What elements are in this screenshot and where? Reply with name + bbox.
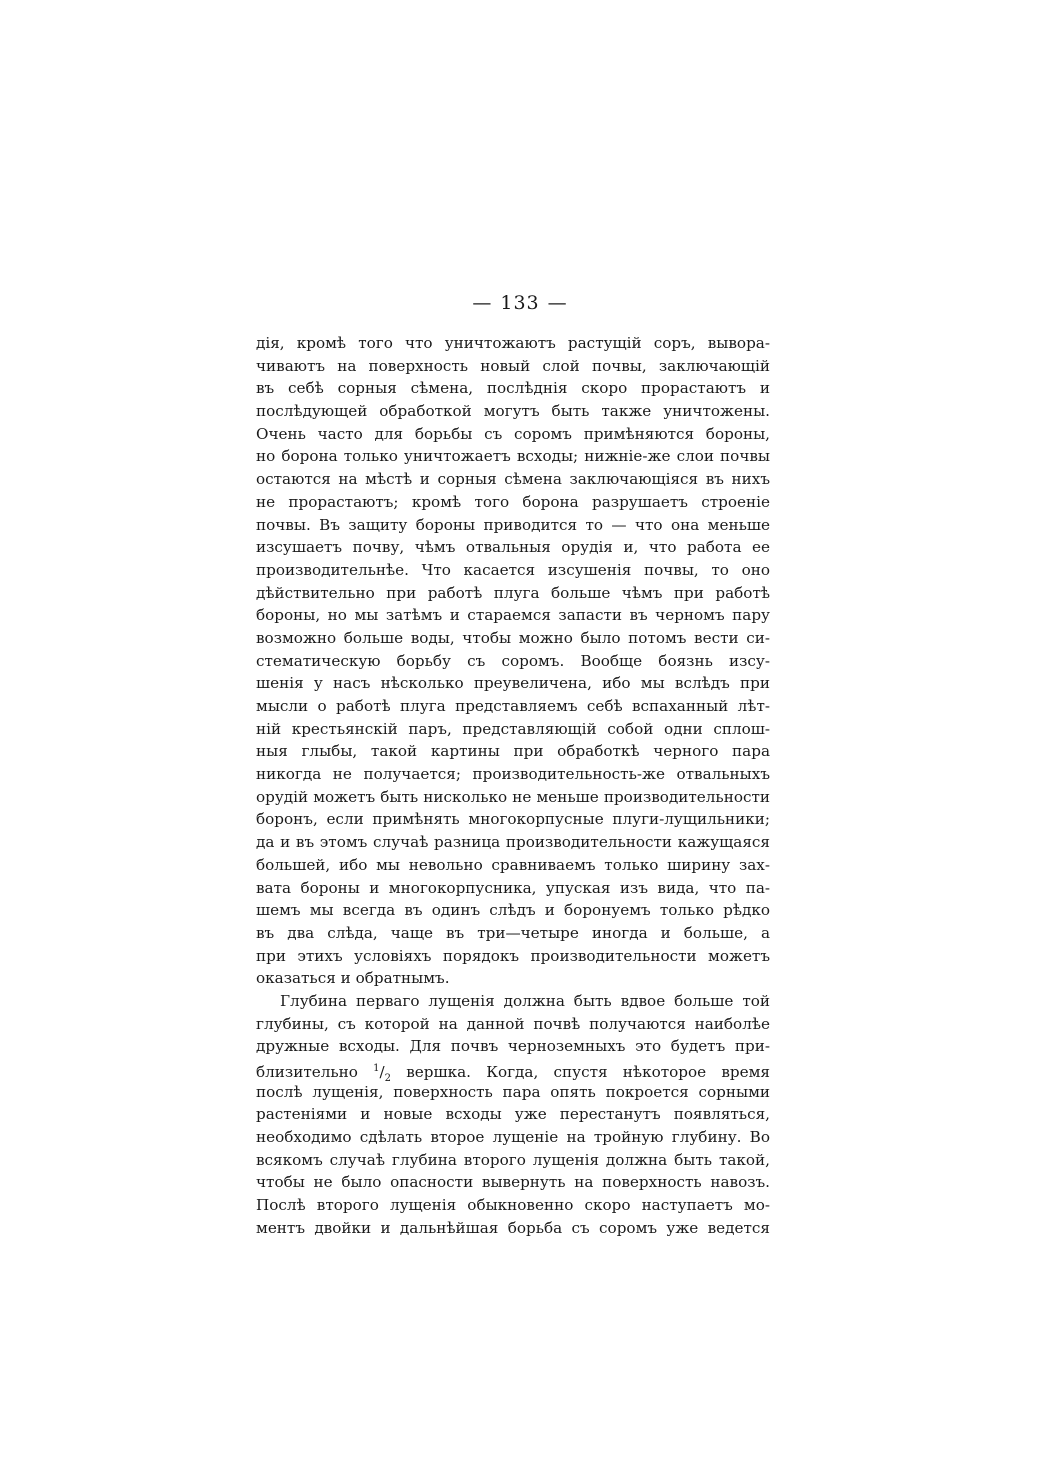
- text-line: въ себѣ сорныя сѣмена, послѣднія скоро прорастаютъ и: [256, 379, 770, 398]
- text-line: шемъ мы всегда въ одинъ слѣдъ и боронуемъ только рѣдко: [256, 901, 770, 920]
- page-number-dash-right: —: [547, 292, 568, 314]
- text-line: никогда не получается; производительность-же отвальныхъ: [256, 765, 770, 784]
- text-line: мысли о работѣ плуга представляемъ себѣ вспаханный лѣт-: [256, 697, 770, 715]
- text-line: остаются на мѣстѣ и сорныя сѣмена заключающіяся въ нихъ: [256, 470, 770, 489]
- text-line: при этихъ условіяхъ порядокъ производительности можетъ: [256, 946, 770, 965]
- text-line: глубины, съ которой на данной почвѣ получаются наиболѣе: [256, 1014, 770, 1033]
- page-number: [0, 292, 1040, 314]
- text-line: вата бороны и многокорпусника, упуская изъ вида, что па-: [256, 878, 770, 897]
- text-line: возможно больше воды, чтобы можно было потомъ вести си-: [256, 628, 770, 647]
- text-line: боронъ, если примѣнять многокорпусные плуги-лущильники;: [256, 810, 770, 829]
- fraction-slash: /: [379, 1063, 385, 1081]
- text-line: ныя глыбы, такой картины при обработкѣ черного пара: [256, 742, 770, 761]
- text-line: оказаться и обратнымъ.: [256, 969, 450, 988]
- text-line: Послѣ второго лущенія обыкновенно скоро наступаетъ мо-: [256, 1196, 770, 1215]
- text-line-fraction: [256, 1058, 770, 1081]
- text-line: чтобы не было опасности вывернуть на поверхность навозъ.: [256, 1173, 770, 1192]
- text-line: бороны, но мы затѣмъ и стараемся запасти въ черномъ пару: [256, 606, 770, 625]
- text-line: послѣ лущенія, поверхность пара опять покроется сорными: [256, 1082, 770, 1101]
- text-line: послѣдующей обработкой могутъ быть также уничтожены.: [256, 402, 770, 421]
- text-line: дружные всходы. Для почвъ черноземныхъ это будетъ при-: [256, 1037, 770, 1056]
- text-line: всякомъ случаѣ глубина второго лущенія должна быть такой,: [256, 1150, 770, 1169]
- text-line: но борона только уничтожаетъ всходы; нижніе-же слои почвы: [256, 447, 770, 466]
- text-line: производительнѣе. Что касается изсушенія почвы, то оно: [256, 560, 770, 579]
- paragraph-1: [256, 332, 770, 990]
- text-line: почвы. Въ защиту бороны приводится то — что она меньше: [256, 515, 770, 534]
- text-line: дѣйствительно при работѣ плуга больше чѣмъ при работѣ: [256, 583, 770, 602]
- body-text: [256, 332, 770, 1240]
- page-number-value: 133: [500, 292, 540, 314]
- fraction-numerator: 1: [373, 1063, 380, 1074]
- paragraph-2: [256, 990, 770, 1240]
- text-line: орудій можетъ быть нисколько не меньше производительности: [256, 787, 770, 806]
- text-line: Очень часто для борьбы съ соромъ примѣняются бороны,: [256, 424, 770, 443]
- text-line: не прорастаютъ; кромѣ того борона разрушаетъ строеніе: [256, 492, 770, 511]
- page-number-dash-left: —: [472, 292, 493, 314]
- fraction-suffix: вершка. Когда, спустя нѣкоторое время: [391, 1063, 770, 1081]
- text-line: ментъ двойки и дальнѣйшая борьба съ соромъ уже ведется: [256, 1218, 770, 1237]
- text-line: ній крестьянскій паръ, представляющій собой одни сплош-: [256, 719, 770, 738]
- text-line: Глубина перваго лущенія должна быть вдвое больше той: [280, 991, 770, 1010]
- text-line: стематическую борьбу съ соромъ. Вообще боязнь изсу-: [256, 651, 770, 670]
- text-line: чиваютъ на поверхность новый слой почвы, заключающій: [256, 356, 770, 375]
- text-line: растеніями и новые всходы уже перестанутъ появляться,: [256, 1105, 770, 1124]
- text-line: необходимо сдѣлать второе лущеніе на тройную глубину. Во: [256, 1128, 770, 1147]
- text-line: изсушаетъ почву, чѣмъ отвальныя орудія и, что работа ее: [256, 538, 770, 557]
- fraction-prefix: близительно: [256, 1063, 374, 1081]
- text-line: дія, кромѣ того что уничтожаютъ растущій соръ, вывора-: [256, 334, 770, 352]
- fraction-denominator: 2: [384, 1073, 391, 1081]
- text-line: въ два слѣда, чаще въ три—четыре иногда и больше, а: [256, 923, 770, 942]
- text-line: шенія у насъ нѣсколько преувеличена, ибо мы вслѣдъ при: [256, 674, 770, 693]
- text-line: да и въ этомъ случаѣ разница производительности кажущаяся: [256, 833, 770, 852]
- text-line: большей, ибо мы невольно сравниваемъ только ширину зах-: [256, 855, 770, 874]
